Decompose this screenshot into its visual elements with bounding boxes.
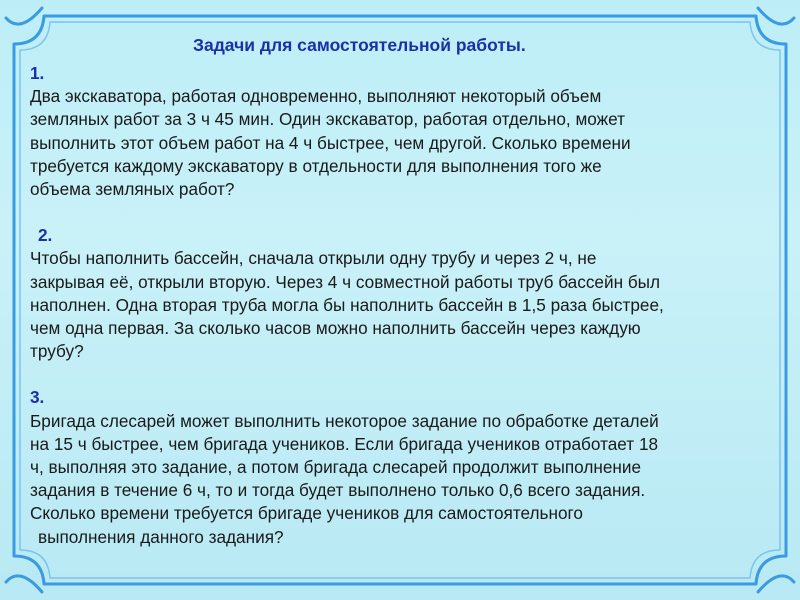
task-text: Два экскаватора, работая одновременно, выполняют некоторый объем земляных работ за 3 ч 45 мин. Один экскаватор, работая отдельно, может выполнить этот объем работ на 4 ч быстрее, чем другой. Сколько времени требуется каждому экскаватору в отдельности для выполнения того же объема земляных работ? <box>30 86 631 200</box>
corner-ornament-top-left <box>6 8 42 24</box>
task-number: 1. <box>30 63 45 83</box>
task-number: 3. <box>30 387 45 408</box>
task-3 <box>30 386 780 548</box>
task-1 <box>30 62 780 201</box>
corner-ornament-top-right <box>758 8 794 24</box>
corner-ornament-bottom-right <box>758 576 794 592</box>
task-text: Бригада слесарей может выполнить некоторое задание по обработке деталей на 15 ч быстрее, чем бригада учеников. Если бригада учеников отработает 18 ч, выполняя это задание, а потом бригада слесарей продолжит выполнение задания в течение 6 ч, то и тогда будет выполнено только 0,6 всего задания. Сколько времени требуется бригаде учеников для самостоятельного <box>30 410 659 524</box>
corner-ornament-bottom-left <box>6 576 42 592</box>
slide-content <box>30 34 780 549</box>
slide-title: Задачи для самостоятельной работы. <box>193 35 526 55</box>
task-number: 2. <box>38 225 53 246</box>
task-text: Чтобы наполнить бассейн, сначала открыли одну трубу и через 2 ч, не закрывая её, открыли вторую. Через 4 ч совместной работы труб бассейн был наполнен. Одна вторая труба могла бы наполнить бассейн в 1,5 раза быстрее, чем одна первая. За сколько часов можно наполнить бассейн через каждую трубу? <box>30 248 664 362</box>
task-2 <box>30 224 780 363</box>
task-text-last-line: выполнения данного задания? <box>38 526 284 547</box>
